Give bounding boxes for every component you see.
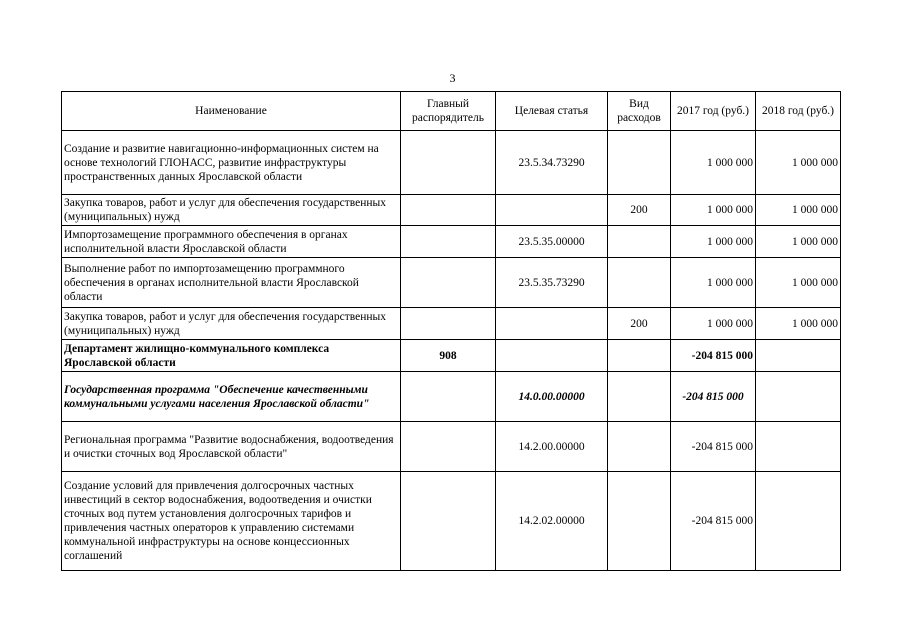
- header-target-article: Целевая статья: [496, 92, 608, 131]
- cell-name: Департамент жилищно-коммунального комплекса Ярославской области: [62, 340, 401, 372]
- cell-expense-kind: [608, 472, 671, 571]
- cell-year-2017: -204 815 000: [671, 372, 756, 422]
- cell-main-manager: [401, 422, 496, 472]
- cell-year-2018: 1 000 000: [756, 226, 841, 258]
- cell-expense-kind: [608, 226, 671, 258]
- cell-year-2017: 1 000 000: [671, 131, 756, 195]
- cell-expense-kind: [608, 340, 671, 372]
- budget-table: [61, 91, 841, 571]
- cell-main-manager: [401, 308, 496, 340]
- cell-name: Импортозамещение программного обеспечения в органах исполнительной власти Ярославской области: [62, 226, 401, 258]
- cell-name: Региональная программа "Развитие водоснабжения, водоотведения и очистки сточных вод Ярославской области": [62, 422, 401, 472]
- cell-main-manager: [401, 226, 496, 258]
- cell-year-2017: -204 815 000: [671, 340, 756, 372]
- table-row: [62, 258, 841, 308]
- cell-main-manager: [401, 472, 496, 571]
- cell-target-article: 14.2.00.00000: [496, 422, 608, 472]
- cell-expense-kind: [608, 422, 671, 472]
- cell-target-article: 23.5.35.73290: [496, 258, 608, 308]
- cell-target-article: 23.5.35.00000: [496, 226, 608, 258]
- cell-year-2017: 1 000 000: [671, 258, 756, 308]
- cell-main-manager: [401, 258, 496, 308]
- cell-year-2017: 1 000 000: [671, 195, 756, 226]
- header-main-manager: Главный распорядитель: [401, 92, 496, 131]
- header-name: Наименование: [62, 92, 401, 131]
- cell-target-article: [496, 340, 608, 372]
- cell-year-2017: 1 000 000: [671, 308, 756, 340]
- cell-target-article: 23.5.34.73290: [496, 131, 608, 195]
- cell-expense-kind: 200: [608, 195, 671, 226]
- cell-main-manager: [401, 372, 496, 422]
- cell-main-manager: [401, 195, 496, 226]
- cell-name: Закупка товаров, работ и услуг для обеспечения государственных (муниципальных) нужд: [62, 308, 401, 340]
- cell-year-2017: -204 815 000: [671, 472, 756, 571]
- cell-year-2018: [756, 472, 841, 571]
- table-row: [62, 340, 841, 372]
- table-row: [62, 195, 841, 226]
- table-row: [62, 226, 841, 258]
- cell-name: Закупка товаров, работ и услуг для обеспечения государственных (муниципальных) нужд: [62, 195, 401, 226]
- cell-year-2018: 1 000 000: [756, 131, 841, 195]
- table-row: [62, 422, 841, 472]
- cell-name: Выполнение работ по импортозамещению программного обеспечения в органах исполнительной власти Ярославской области: [62, 258, 401, 308]
- table-row: [62, 372, 841, 422]
- header-expense-kind: Вид расходов: [608, 92, 671, 131]
- cell-name: Создание условий для привлечения долгосрочных частных инвестиций в сектор водоснабжения, водоотведения и очистки сточных вод путем установления долгосрочных тарифов и привлечения частных операторов к управлению системами коммунальной инфраструктуры на основе концессионных соглашений: [62, 472, 401, 571]
- cell-year-2018: [756, 422, 841, 472]
- cell-year-2018: 1 000 000: [756, 308, 841, 340]
- header-year-2018: 2018 год (руб.): [756, 92, 841, 131]
- cell-main-manager: [401, 131, 496, 195]
- header-year-2017: 2017 год (руб.): [671, 92, 756, 131]
- page-number: 3: [449, 71, 456, 85]
- cell-year-2017: -204 815 000: [671, 422, 756, 472]
- cell-year-2018: [756, 340, 841, 372]
- cell-year-2018: 1 000 000: [756, 195, 841, 226]
- table-row: [62, 308, 841, 340]
- cell-name: Государственная программа "Обеспечение качественными коммунальными услугами населения Ярославской области": [62, 372, 401, 422]
- cell-main-manager: 908: [401, 340, 496, 372]
- cell-target-article: 14.2.02.00000: [496, 472, 608, 571]
- cell-year-2018: 1 000 000: [756, 258, 841, 308]
- cell-target-article: [496, 195, 608, 226]
- cell-expense-kind: [608, 131, 671, 195]
- cell-year-2018: [756, 372, 841, 422]
- cell-target-article: 14.0.00.00000: [496, 372, 608, 422]
- cell-year-2017: 1 000 000: [671, 226, 756, 258]
- table-row: [62, 131, 841, 195]
- cell-expense-kind: [608, 372, 671, 422]
- cell-name: Создание и развитие навигационно-информационных систем на основе технологий ГЛОНАСС, развитие инфраструктуры пространственных данных Ярославской области: [62, 131, 401, 195]
- table-header-row: [62, 92, 841, 131]
- cell-expense-kind: 200: [608, 308, 671, 340]
- table-row: [62, 472, 841, 571]
- cell-expense-kind: [608, 258, 671, 308]
- cell-target-article: [496, 308, 608, 340]
